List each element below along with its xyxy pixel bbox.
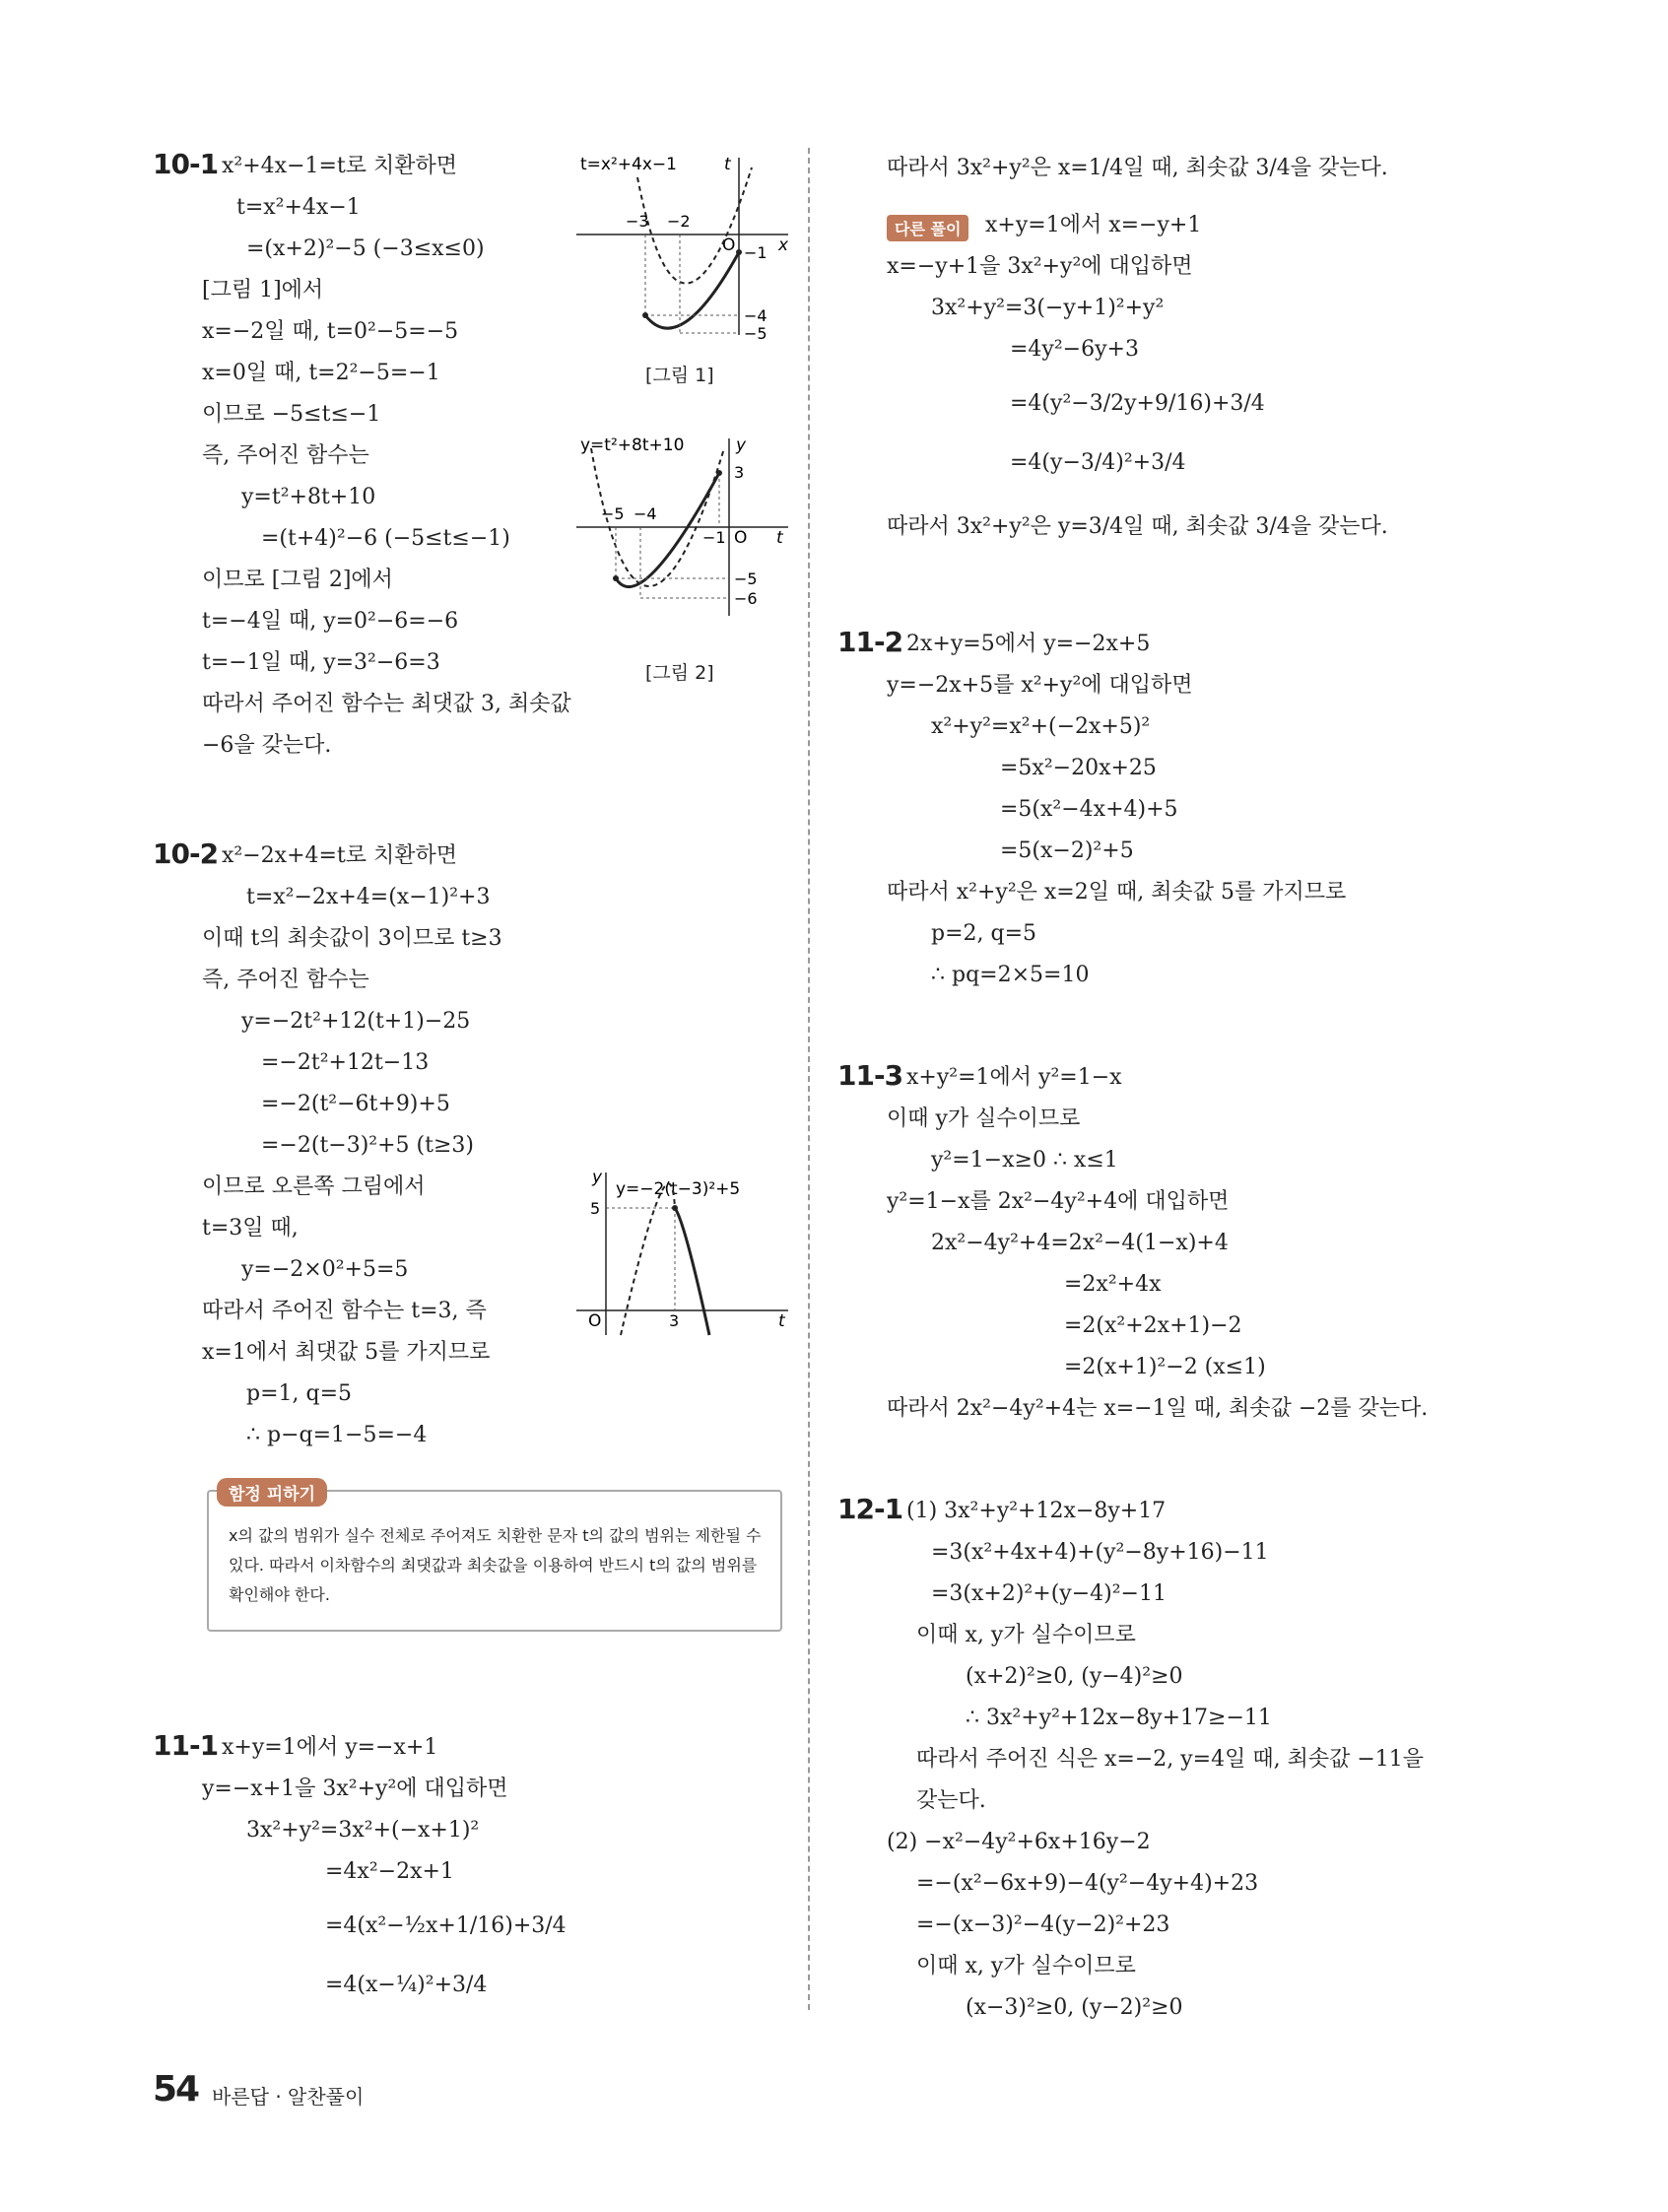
fig2-label: −5 (601, 504, 625, 523)
solution-line: 따라서 x²+y²은 x=2일 때, 최솟값 5를 가지므로 (887, 880, 1347, 905)
solution-line: 따라서 2x²−4y²+4는 x=−1일 때, 최솟값 −2를 갖는다. (887, 1396, 1429, 1421)
page-footer (153, 2069, 365, 2110)
figure-2-graph (576, 429, 793, 636)
solution-line: (2) −x²−4y²+6x+16y−2 (887, 1830, 1151, 1854)
fig1-label: −1 (744, 243, 767, 262)
fig2-point (613, 575, 619, 581)
solution-line: 이때 t의 최솟값이 3이므로 t≥3 (202, 926, 502, 951)
solution-line: =3(x²+4x+4)+(y²−8y+16)−11 (931, 1540, 1269, 1565)
solution-line: 따라서 3x²+y²은 y=3/4일 때, 최솟값 3/4을 갖는다. (887, 514, 1388, 539)
solution-line: ∴ pq=2×5=10 (931, 963, 1090, 987)
solution-line: 이때 y가 실수이므로 (887, 1106, 1081, 1131)
fig2-point (716, 470, 722, 476)
solution-line: x+y²=1에서 y²=1−x (906, 1065, 1122, 1090)
solution-line: p=2, q=5 (931, 921, 1037, 946)
solution-line: x²−2x+4=t로 치환하면 (222, 843, 458, 868)
solution-line: y=t²+8t+10 (241, 485, 376, 509)
fig3-parabola-solid (675, 1208, 709, 1335)
solution-line: x²+4x−1=t로 치환하면 (222, 154, 458, 178)
solution-line: (x−3)²≥0, (y−2)²≥0 (966, 1995, 1183, 2020)
column-divider (808, 148, 810, 2010)
solution-line: [그림 1]에서 (202, 278, 324, 302)
problem-id: 10-2 (153, 838, 219, 870)
solution-line: 이때 x, y가 실수이므로 (916, 1623, 1136, 1647)
fig3-parabola-dashed (621, 1183, 675, 1335)
fig1-point (642, 312, 648, 318)
solution-line: 3x²+y²=3x²+(−x+1)² (246, 1818, 480, 1843)
fig1-equation: t=x²+4x−1 (580, 155, 677, 174)
solution-line: ∴ 3x²+y²+12x−8y+17≥−11 (966, 1706, 1272, 1730)
solution-line: 이때 x, y가 실수이므로 (916, 1954, 1136, 1978)
fig2-axis-t-label: t (776, 528, 783, 548)
fig1-parabola-solid (645, 252, 739, 328)
fig3-axis-y-label: y (592, 1168, 603, 1187)
solution-line: =4y²−6y+3 (1010, 337, 1139, 362)
fig1-axis-x-label: x (778, 235, 789, 255)
fig2-equation: y=t²+8t+10 (580, 436, 685, 455)
solution-line: y=−2t²+12(t+1)−25 (241, 1009, 471, 1034)
solution-line: =(t+4)²−6 (−5≤t≤−1) (261, 526, 510, 551)
problem-id: 12-1 (837, 1493, 903, 1525)
tip-box (207, 1485, 782, 1632)
solution-line: =4(x²−½x+1/16)+3/4 (325, 1913, 567, 1938)
fig1-point (736, 249, 742, 255)
solution-line: 2x+y=5에서 y=−2x+5 (906, 632, 1151, 656)
tip-text: x의 값의 범위가 실수 전체로 주어져도 치환한 문자 t의 값의 범위는 제한될 수 있다. 따라서 이차함수의 최댓값과 최솟값을 이용하여 반드시 t의 값의 범위를 확인해야 한다. (229, 1526, 762, 1604)
fig2-label: −6 (734, 589, 758, 608)
fig1-axis-t-label: t (724, 155, 731, 174)
solution-line: 따라서 3x²+y²은 x=1/4일 때, 최솟값 3/4을 갖는다. (887, 156, 1388, 180)
solution-line: 3x²+y²=3(−y+1)²+y² (931, 296, 1165, 320)
solution-line: y=−2x+5를 x²+y²에 대입하면 (887, 673, 1193, 698)
solution-line: x=0일 때, t=2²−5=−1 (202, 361, 440, 385)
figure-1-graph (576, 148, 793, 355)
fig3-axis-t-label: t (778, 1311, 785, 1331)
solution-line: 이므로 오른쪽 그림에서 (202, 1174, 426, 1199)
solution-line: x=1에서 최댓값 5를 가지므로 (202, 1340, 491, 1365)
solution-line: =5(x²−4x+4)+5 (1000, 797, 1178, 822)
solution-line: =−(x²−6x+9)−4(y²−4y+4)+23 (916, 1871, 1259, 1896)
alt-solution-badge: 다른 풀이 (887, 215, 968, 241)
solution-line: =3(x+2)²+(y−4)²−11 (931, 1581, 1167, 1606)
solution-line: (x+2)²≥0, (y−4)²≥0 (966, 1664, 1183, 1689)
solution-line: y²=1−x≥0 ∴ x≤1 (931, 1148, 1118, 1173)
tip-badge: 함정 피하기 (217, 1478, 327, 1507)
fig2-axis-y-label: y (736, 436, 747, 455)
solution-line: =−2t²+12t−13 (261, 1050, 430, 1075)
solution-line: x=−2일 때, t=0²−5=−5 (202, 319, 459, 344)
problem-id: 11-3 (837, 1059, 903, 1092)
fig1-origin-label: O (722, 235, 736, 255)
solution-line: x=−y+1을 3x²+y²에 대입하면 (887, 254, 1193, 279)
solution-line: =−(x−3)²−4(y−2)²+23 (916, 1912, 1170, 1937)
fig2-origin-label: O (734, 528, 748, 548)
fig3-point (672, 1205, 678, 1211)
fig3-equation: y=−2(t−3)²+5 (616, 1179, 741, 1199)
solution-line: 따라서 주어진 식은 x=−2, y=4일 때, 최솟값 −11을 (916, 1747, 1425, 1772)
problem-id: 10-1 (153, 148, 219, 180)
solution-line: =(x+2)²−5 (−3≤x≤0) (246, 236, 485, 261)
fig3-label: 3 (669, 1311, 680, 1330)
solution-line: =2(x+1)²−2 (x≤1) (1064, 1355, 1266, 1379)
solution-line: y=−2×0²+5=5 (241, 1257, 409, 1282)
solution-line: t=−1일 때, y=3²−6=3 (202, 650, 440, 675)
problem-id: 11-1 (153, 1729, 219, 1762)
solution-line: =5x²−20x+25 (1000, 756, 1157, 780)
fig1-caption: [그림 1] (645, 365, 714, 386)
solution-line: 따라서 주어진 함수는 t=3, 즉 (202, 1299, 487, 1323)
problem-id: 11-2 (837, 626, 903, 658)
fig2-label: −1 (702, 528, 726, 547)
solution-line: x+y=1에서 y=−x+1 (222, 1735, 438, 1760)
solution-line: t=x²−2x+4=(x−1)²+3 (246, 885, 491, 909)
fig2-caption: [그림 2] (645, 662, 714, 684)
fig1-label: −3 (626, 212, 649, 231)
fig1-label: −5 (744, 324, 767, 343)
solution-line: =2x²+4x (1064, 1272, 1162, 1297)
solution-line: =5(x−2)²+5 (1000, 838, 1134, 863)
solution-line: =−2(t²−6t+9)+5 (261, 1092, 450, 1116)
fig2-label: −4 (634, 504, 657, 523)
solution-line: t=x²+4x−1 (236, 195, 361, 220)
fig1-parabola-dashed (637, 168, 752, 284)
page-number: 54 (153, 2069, 199, 2110)
solution-line: 갖는다. (916, 1788, 986, 1813)
solution-line: =4(y²−3/2y+9/16)+3/4 (1010, 391, 1265, 416)
fig1-label: −2 (667, 212, 691, 231)
solution-line: y=−x+1을 3x²+y²에 대입하면 (202, 1776, 508, 1801)
fig3-origin-label: O (588, 1311, 602, 1331)
solution-line: x²+y²=x²+(−2x+5)² (931, 714, 1151, 739)
fig3-label: 5 (590, 1199, 601, 1218)
solution-line: 즉, 주어진 함수는 (202, 968, 369, 992)
solution-line: =4(y−3/4)²+3/4 (1010, 450, 1186, 475)
footer-title: 바른답 · 알찬풀이 (212, 2085, 365, 2109)
solution-line: 이므로 −5≤t≤−1 (202, 402, 381, 427)
solution-line: ∴ p−q=1−5=−4 (246, 1423, 428, 1447)
solution-line: t=−4일 때, y=0²−6=−6 (202, 609, 459, 634)
fig2-label: −5 (734, 570, 758, 588)
solution-line: t=3일 때, (202, 1216, 299, 1240)
solution-line: y²=1−x를 2x²−4y²+4에 대입하면 (887, 1189, 1230, 1214)
solution-line: 따라서 주어진 함수는 최댓값 3, 최솟값 (202, 692, 571, 716)
figure-10-2-graph (576, 1163, 793, 1350)
fig2-label: 3 (734, 463, 745, 482)
solution-line: 이므로 [그림 2]에서 (202, 568, 393, 592)
solution-line: =2(x²+2x+1)−2 (1064, 1313, 1242, 1338)
fig1-label: −4 (744, 306, 767, 325)
solution-line: −6을 갖는다. (202, 733, 332, 758)
solution-line: x+y=1에서 x=−y+1 (985, 213, 1202, 237)
solution-line: 2x²−4y²+4=2x²−4(1−x)+4 (931, 1231, 1229, 1255)
solution-line: p=1, q=5 (246, 1381, 353, 1406)
solution-line: (1) 3x²+y²+12x−8y+17 (906, 1499, 1167, 1523)
solution-line: 즉, 주어진 함수는 (202, 443, 369, 468)
solution-line: =4(x−¼)²+3/4 (325, 1973, 488, 1997)
solution-line: =−2(t−3)²+5 (t≥3) (261, 1133, 474, 1158)
solution-line: =4x²−2x+1 (325, 1859, 454, 1884)
